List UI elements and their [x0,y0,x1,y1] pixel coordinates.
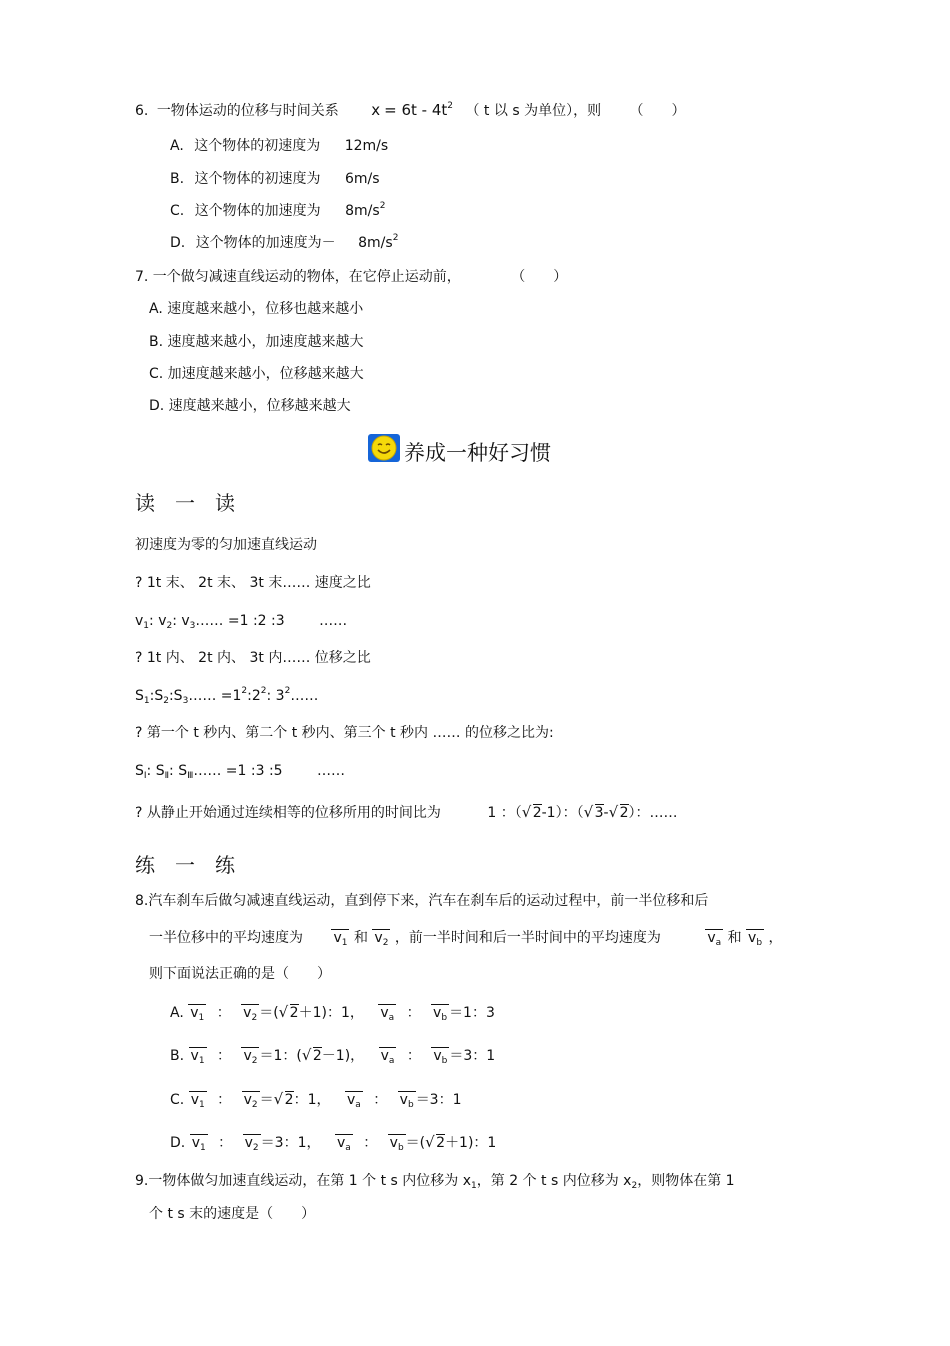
read-per-interval-label: ? 第一个 t 秒内、第二个 t 秒内、第三个 t 秒内 …… 的位移之比为: [135,725,554,741]
q8-stem-line-1: 8.汽车刹车后做匀减速直线运动，直到停下来，汽车在刹车后的运动过程中，前一半位移和后 [135,893,709,909]
q6-option-b: B. 这个物体的初速度为 6m/s [170,171,380,187]
sqrt-2: √ 2 [301,1046,322,1064]
sqrt-2: √ 2 [273,1090,294,1108]
q7-option-a: A. 速度越来越小，位移也越来越小 [149,301,364,317]
smiley-face-icon [368,434,400,462]
read-time-ratio-line: ? 从静止开始通过连续相等的位移所用的时间比为 1 ：（ √ 2-1）：（ √ 3- √ 2）：…… [135,803,678,821]
read-time-ratio-formula: 1 ：（ √ 2-1）：（ √ 3- √ 2）：…… [487,803,678,821]
q6-number: 6. [135,103,149,119]
q6-option-a: A. 这个物体的初速度为 12m/s [170,138,389,154]
q7-option-d: D. 速度越来越小，位移越来越大 [149,398,351,414]
read-velocity-ratio-formula: $v_1$: $v_2$: $v_3\dots\dots =1$ :2 :3 …… [135,613,348,631]
avg-velocity-vb: $v_b$ [748,930,763,948]
practice-heading: 练 一 练 [135,853,235,877]
q6-answer-paren: （ ） [629,103,686,119]
q7-stem-line [135,267,567,287]
avg-velocity-v1: $v_1$ [333,930,348,948]
read-heading: 读 一 读 [135,491,235,515]
sqrt-2: √ 2 [608,803,629,821]
avg-velocity-v2: $v_2$ [374,930,389,948]
q7-option-c: C. 加速度越来越小，位移越来越大 [149,366,364,382]
read-displacement-ratio-label: ? 1t 内、 2t 内、 3t 内…… 位移之比 [135,650,371,666]
q7-stem: 7. 一个做匀减速直线运动的物体，在它停止运动前， [135,269,461,285]
q6-option-c: C. 这个物体的加速度为 $8m/s^2$ [170,201,386,219]
q8-option-b: B. $v_1$ ： $v_2 =1$：( √ 2－1)， $v_a$ ： $v_b =3$：1 [170,1046,496,1066]
q7-answer-paren: （ ） [511,269,568,285]
q9-stem-line-1: 9.一物体做匀加速直线运动，在第 1 个 t s 内位移为 $x_1$，第 2 个 t s 内位移为 $x_2$，则物体在第 1 [135,1173,735,1191]
q8-stem-line-2: 一半位移中的平均速度为 $v_1$ 和 $v_2$ ，前一半时间和后一半时间中的平均速度为 $v_a$ 和 $v_b$ ， [149,930,783,948]
read-displacement-ratio-formula: $S_1:S_2:S_3\dots\dots$ $=1^2:2^2$: $3^2\dots\dots$ [135,686,319,706]
q6-stem: 一物体运动的位移与时间关系 [156,103,339,119]
q6-stem-line [135,100,686,121]
sqrt-2: √ 2 [521,803,542,821]
q8-option-c: C. $v_1$ ： $v_2$ ＝ √ 2：1， $v_a$ ： $v_b =3$：1 [170,1090,462,1110]
q6-option-d: D. 这个物体的加速度为－ $8m/s^2$ [170,233,399,251]
q8-stem-line-3: 则下面说法正确的是（ ） [149,966,331,982]
q8-option-d: D. $v_1$ ： $v_2 =3$：1， $v_a$ ： $v_b$ ＝( √ 2＋1)：1 [170,1133,497,1153]
avg-velocity-va: $v_a$ [707,930,722,948]
q7-option-b: B. 速度越来越小，加速度越来越大 [149,334,364,350]
q6-condition: （ t 以 s 为单位），则 [465,103,602,119]
sqrt-2: √ 2 [425,1133,446,1151]
banner-title: 养成一种好习惯 [404,441,551,465]
read-velocity-ratio-label: ? 1t 末、 2t 末、 3t 末…… 速度之比 [135,575,371,591]
q6-equation: $x = 6t - 4t^2$ [371,101,454,119]
read-per-interval-formula: $S_Ⅰ$: $S_Ⅱ$: $S_Ⅲ\dots\dots =1$ :3 :5 …… [135,763,346,781]
q8-option-a: A. $v_1$ ： $v_2$ ＝( √ 2＋1)：1， $v_a$ ： $v_b =1$：3 [170,1003,495,1023]
read-subtitle: 初速度为零的匀加速直线运动 [135,537,317,553]
sqrt-3: √ 3 [583,803,604,821]
sqrt-2: √ 2 [278,1003,299,1021]
q9-stem-line-2: 个 t s 末的速度是（ ） [149,1206,316,1222]
